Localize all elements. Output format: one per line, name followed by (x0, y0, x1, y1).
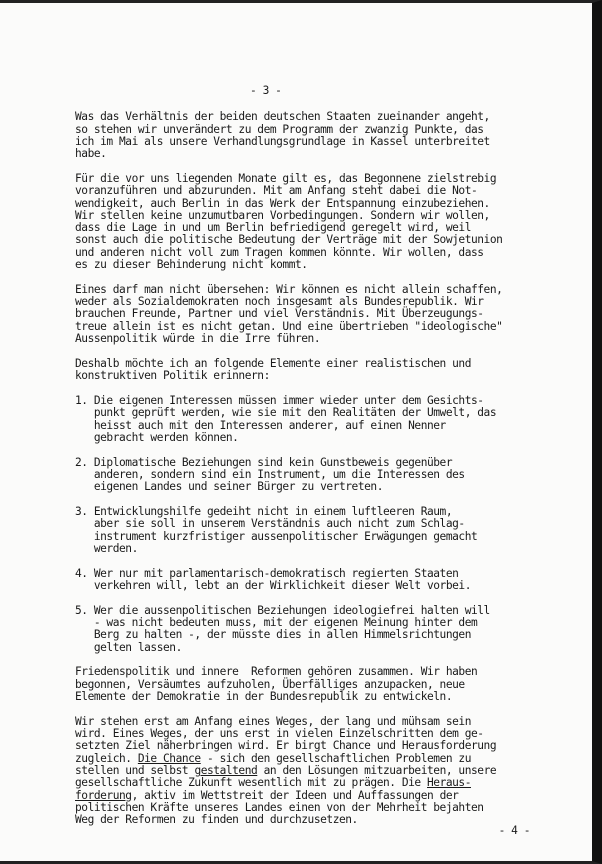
text-line: 5. Wer die aussenpolitischen Beziehungen ideologiefrei halten will (75, 603, 490, 617)
underlined-phrase: Die Chance (137, 751, 201, 765)
list-item-2 (75, 457, 540, 494)
text-line: Wir stehen erst am Anfang eines Weges, der lang und mühsam sein (75, 714, 471, 728)
underlined-phrase: forderung (75, 788, 132, 802)
text-line: Was das Verhältnis der beiden deutschen Staaten zueinander angeht, (75, 110, 490, 124)
list-item-4 (75, 568, 540, 593)
text-line: verkehren will, lebt an der Wirklichkeit dieser Welt vorbei. (75, 579, 471, 592)
text-line: ich im Mai als unsere Verhandlungsgrundlage in Kassel unterbreitet (75, 134, 490, 148)
text-line: politischen Kräfte unseres Landes einen von der Mehrheit bejahten (75, 800, 484, 814)
text-line: punkt geprüft werden, wie sie mit den Realitäten der Umwelt, das (75, 406, 497, 420)
text-line: Deshalb möchte ich an folgende Elemente einer realistischen und (75, 356, 471, 370)
text-line: 2. Diplomatische Beziehungen sind kein Gunstbeweis gegenüber (75, 455, 453, 469)
page-number: - 3 - (250, 84, 282, 97)
text-line: sonst auch die politische Bedeutung der Verträge mit der Sowjetunion (75, 233, 503, 247)
text-line: Weg der Reformen zu finden und durchzusetzen. (75, 813, 358, 827)
text-line: Friedenspolitik und innere Reformen gehören zusammen. Wir haben (75, 665, 478, 679)
text-line: instrument kurzfristiger aussenpolitischer Erwägungen gemacht (75, 529, 478, 543)
text-line: Eines darf man nicht übersehen: Wir können es nicht allein schaffen, (75, 282, 503, 296)
text-line: - was nicht bedeuten muss, mit der eigenen Meinung hinter dem (75, 616, 478, 630)
text-line: und anderen nicht voll zum Tragen kommen könnte. Wir wollen, dass (75, 245, 484, 259)
text-line: aber sie soll in unserem Verständnis auch nicht zum Schlag- (75, 517, 465, 531)
text-segment: , aktiv im Wettstreit der Ideen und Auffassungen der (131, 788, 459, 802)
text-segment: - sich den gesellschaftlichen Problemen zu (200, 751, 471, 765)
next-page-marker: - 4 - (498, 823, 530, 837)
text-line: brauchen Freunde, Partner und viel Verständnis. Mit Überzeugungs- (75, 307, 484, 321)
paragraph-path (75, 716, 540, 827)
text-line: anderen, sondern sind ein Instrument, um die Interessen des (75, 467, 465, 481)
text-line: so stehen wir unverändert zu dem Programm der zwanzig Punkte, das (75, 122, 484, 136)
text-line: Elemente der Demokratie in der Bundesrepublik zu entwickeln. (75, 690, 453, 704)
paragraph-elements-intro (75, 358, 540, 383)
text-line: heisst auch mit den Interessen anderer, auf einen Nenner (75, 418, 446, 432)
text-segment: stellen und selbst (75, 764, 195, 778)
text-segment: zugleich. (75, 751, 138, 765)
text-line: eigenen Landes und seiner Bürger zu vertreten. (75, 480, 383, 494)
text-line: 3. Entwicklungshilfe gedeiht nicht in einem luftleeren Raum, (75, 505, 453, 519)
text-line: es zu dieser Behinderung nicht kommt. (75, 258, 308, 272)
text-segment: an den Lösungen mitzuarbeiten, unsere (257, 764, 497, 778)
text-line: Berg zu halten -, der müsste dies in allen Himmelsrichtungen (75, 628, 471, 642)
typewritten-text (75, 85, 540, 837)
text-line: gelten lassen. (75, 640, 182, 654)
text-line: weder als Sozialdemokraten noch insgesamt als Bundesrepublik. Wir (75, 295, 484, 309)
paragraph-partners (75, 284, 540, 345)
text-line: wendigkeit, auch Berlin in das Werk der Entspannung einzubeziehen. (75, 196, 490, 210)
text-segment: gesellschaftliche Zukunft wesentlich mit zu prägen. Die (75, 776, 427, 790)
text-line: Aussenpolitik würde in die Irre führen. (75, 332, 321, 346)
underlined-phrase: Heraus- (427, 776, 471, 790)
text-line: gebracht werden können. (75, 430, 239, 444)
paragraph-relations (75, 111, 540, 160)
text-line: werden. (75, 541, 138, 555)
text-line: dass die Lage in und um Berlin befriedigend geregelt wird, weil (75, 221, 471, 235)
text-line: begonnen, Versäumtes aufzuholen, Überfälliges anzupacken, neue (75, 677, 465, 691)
text-line: konstruktiven Politik erinnern: (75, 369, 270, 383)
text-line: Für die vor uns liegenden Monate gilt es, das Begonnene zielstrebig (75, 171, 497, 185)
text-line: 1. Die eigenen Interessen müssen immer wieder unter dem Gesichts- (75, 393, 484, 407)
list-item-1 (75, 395, 540, 444)
paragraph-berlin (75, 173, 540, 271)
text-line: treue allein ist es nicht getan. Und eine übertrieben "ideologische" (75, 319, 503, 333)
list-item-5 (75, 605, 540, 654)
underlined-phrase: gestaltend (194, 764, 258, 778)
text-line: 4. Wer nur mit parlamentarisch-demokratisch regierten Staaten (75, 566, 459, 580)
text-line: Wir stellen keine unzumutbaren Vorbedingungen. Sondern wir wollen, (75, 208, 490, 222)
text-line: setzten Ziel näherbringen wird. Er birgt Chance und Herausforderung (75, 739, 497, 753)
text-line: voranzuführen und abzurunden. Mit am Anfang steht dabei die Not- (75, 184, 478, 198)
text-line: habe. (75, 147, 107, 161)
text-line: wird. Eines Weges, der uns erst in vielen Einzelschritten dem ge- (75, 727, 484, 741)
paragraph-peace-reforms (75, 666, 540, 703)
list-item-3 (75, 506, 540, 555)
